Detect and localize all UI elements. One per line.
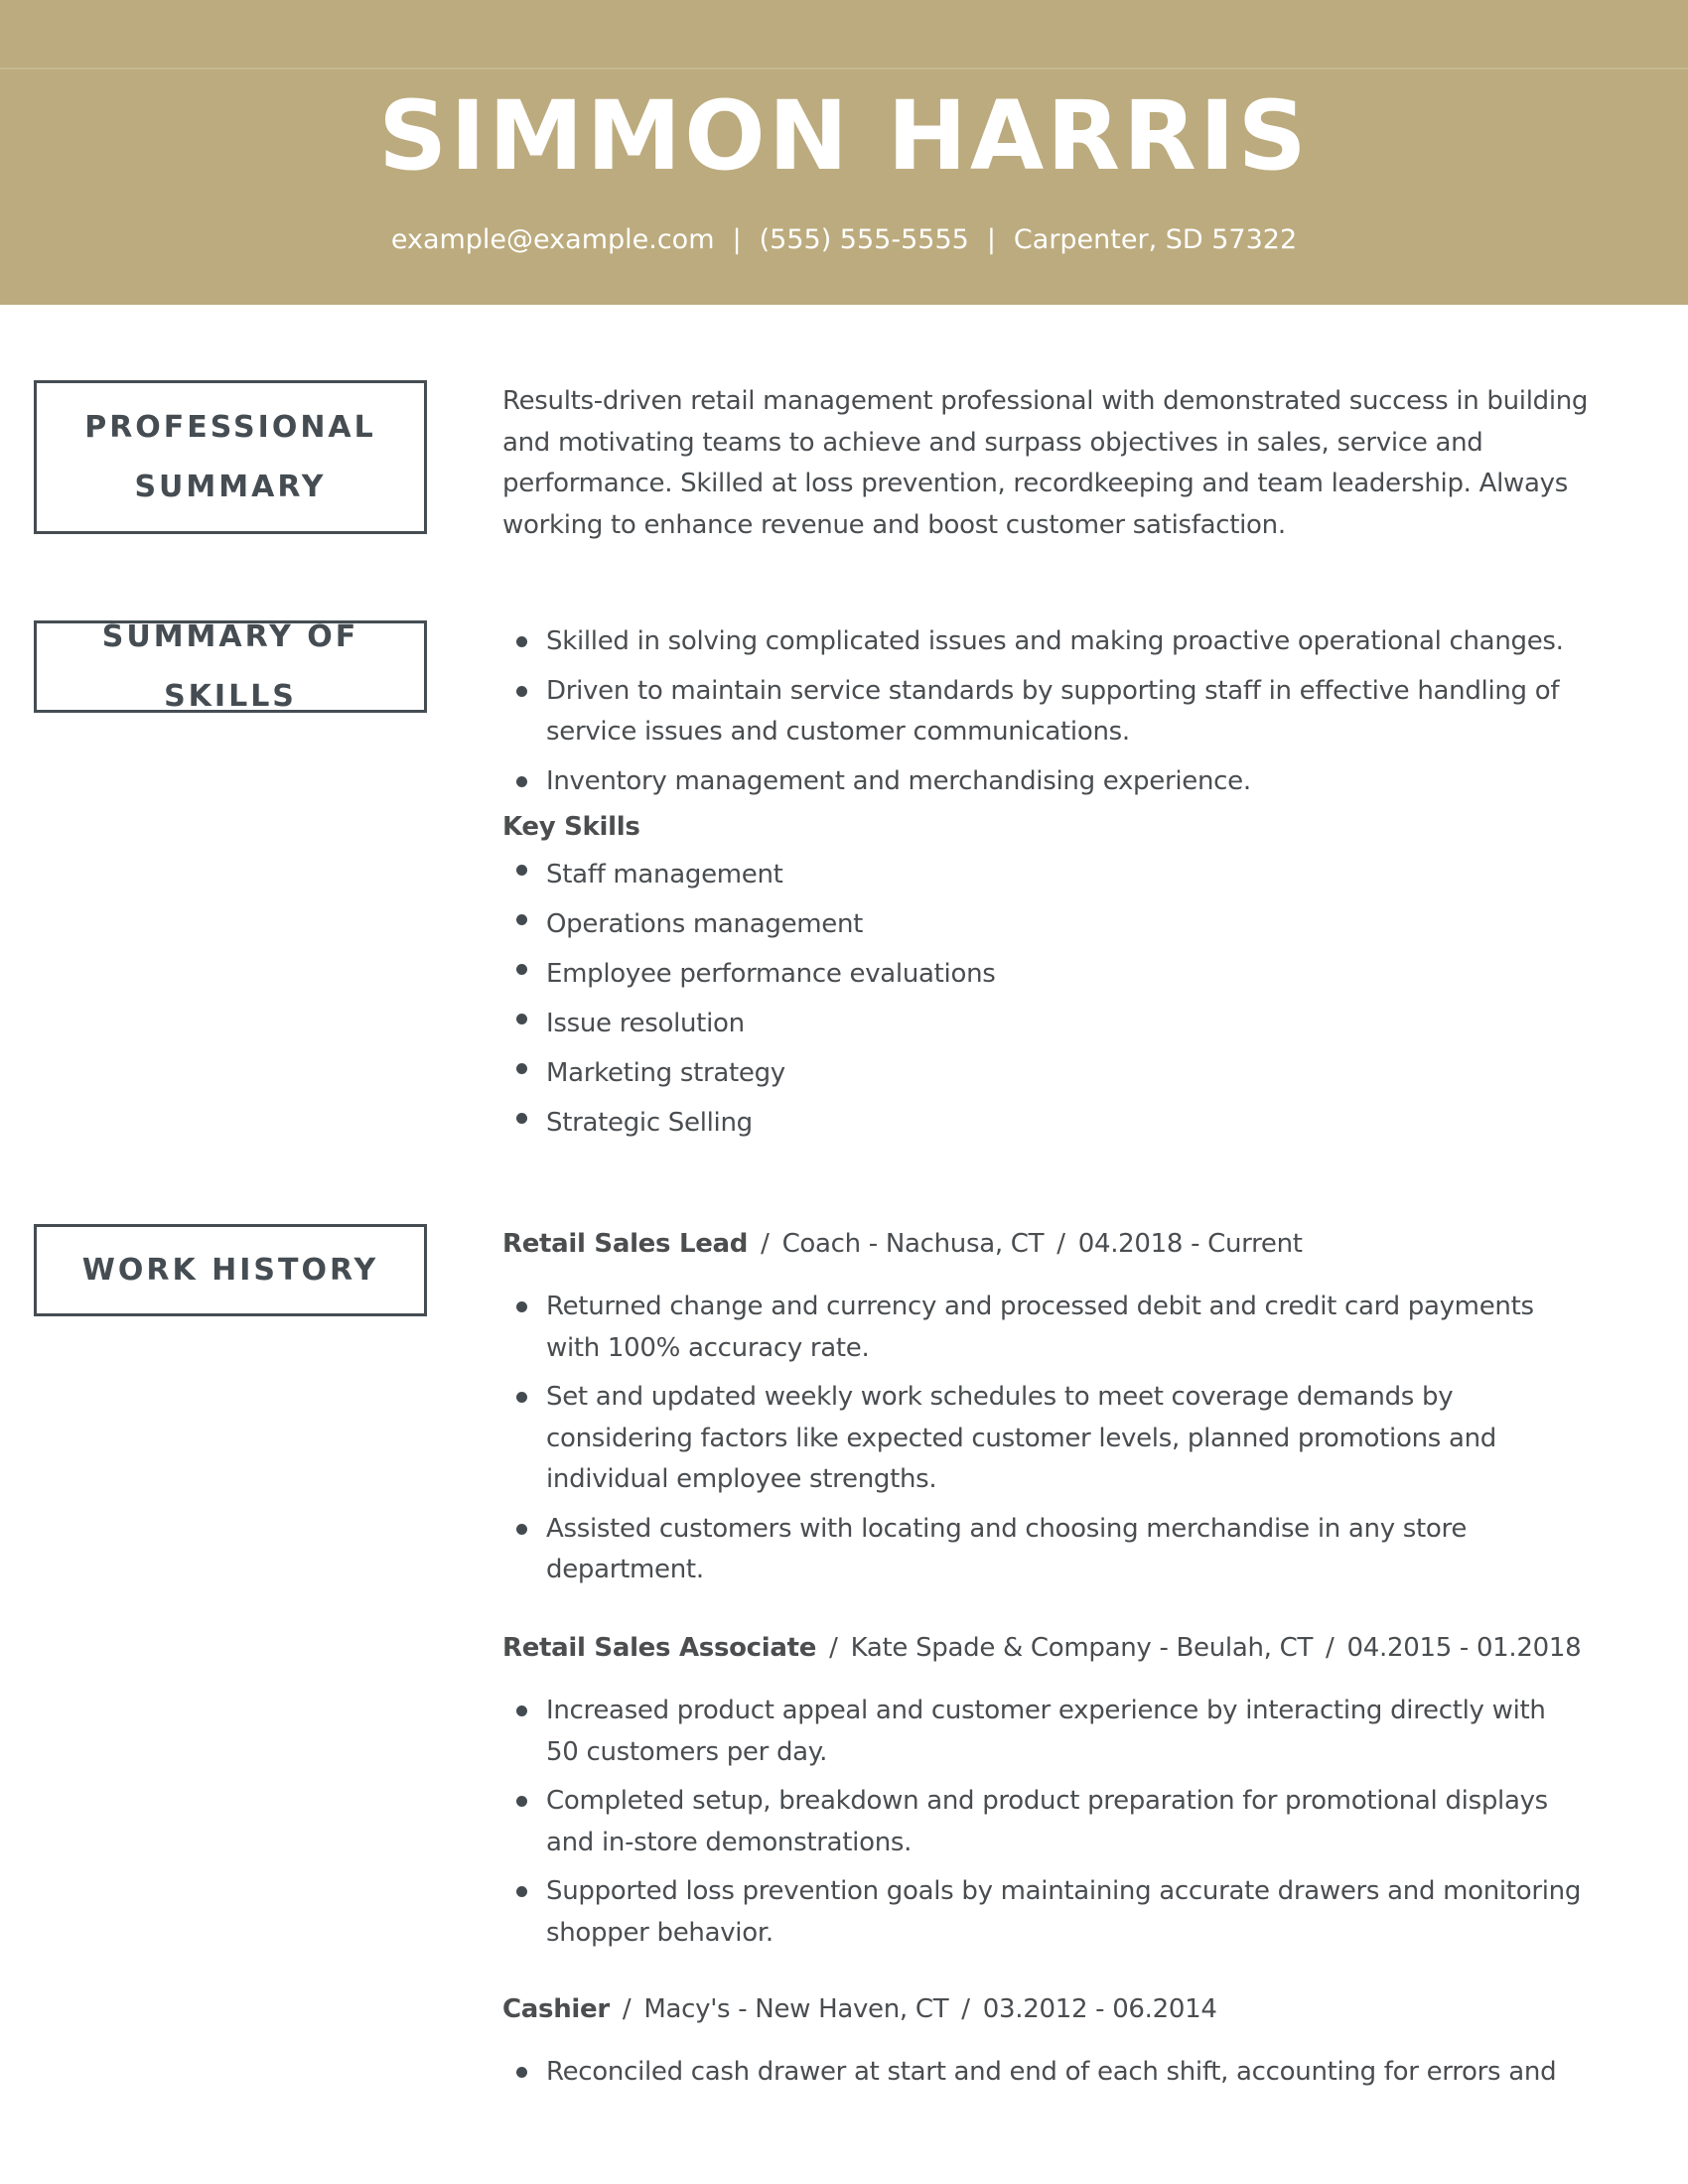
key-skill-text: Operations management [546, 908, 864, 939]
job-bullet [502, 1691, 1654, 1773]
bullet-line: shopper behavior. [546, 1917, 774, 1948]
job-dates: 03.2012 - 06.2014 [982, 1994, 1217, 2024]
contact-phone: (555) 555-5555 [759, 224, 969, 255]
bullet-line: with 100% accuracy rate. [546, 1332, 870, 1363]
skill-bullet [502, 671, 1654, 753]
resume-header [0, 0, 1688, 305]
section-heading-work-history [34, 1224, 427, 1316]
job-header [502, 1628, 1654, 1670]
bullet-line: department. [546, 1555, 704, 1584]
job-entry [502, 1989, 1654, 2031]
summary-line: performance. Skilled at loss prevention, recordkeeping and team leadership. Always [502, 469, 1568, 498]
bullet-dot-icon [516, 1796, 527, 1807]
bullet-line: Assisted customers with locating and choosing merchandise in any store [546, 1513, 1468, 1544]
bullet-line: Supported loss prevention goals by maintaining accurate drawers and monitoring [546, 1876, 1582, 1906]
skill-bullet [502, 621, 1654, 663]
bullet-line: service issues and customer communications. [546, 717, 1130, 747]
bullet-dot-icon [516, 686, 527, 697]
key-skills-block [502, 809, 1654, 1148]
skills-bullet-list [502, 621, 1654, 802]
bullet-dot-icon [516, 1392, 527, 1403]
bullet-line: Returned change and currency and processed debit and credit card payments [546, 1292, 1534, 1321]
bullet-dot-icon [516, 1063, 527, 1074]
key-skill-text: Strategic Selling [546, 1107, 753, 1138]
bullet-line: Driven to maintain service standards by supporting staff in effective handling of [546, 675, 1560, 706]
contact-email: example@example.com [390, 224, 715, 255]
job-bullet [502, 1509, 1654, 1591]
summary-line: Results-driven retail management professional with demonstrated success in building [502, 386, 1589, 416]
heading-line: PROFESSIONAL [84, 409, 376, 445]
heading-text: WORK HISTORY [81, 1252, 379, 1288]
key-skill-item [502, 999, 1654, 1048]
job-header [502, 1224, 1654, 1266]
separator: / [761, 1229, 770, 1259]
job-bullets [502, 1287, 1654, 1599]
job-company: Macy's - New Haven, CT [643, 1994, 949, 2024]
separator: / [961, 1994, 970, 2024]
bullet-dot-icon [516, 776, 527, 787]
separator: / [622, 1994, 632, 2024]
separator: / [1326, 1633, 1335, 1663]
key-skills-list [502, 850, 1654, 1148]
contact-separator: | [986, 224, 996, 255]
bullet-line: and in-store demonstrations. [546, 1827, 913, 1857]
job-dates: 04.2015 - 01.2018 [1346, 1633, 1582, 1663]
header-divider [0, 68, 1688, 69]
bullet-line: Reconciled cash drawer at start and end of each shift, accounting for errors and [546, 2057, 1557, 2087]
job-title: Retail Sales Lead [502, 1229, 749, 1259]
bullet-line: considering factors like expected customer levels, planned promotions and [546, 1423, 1496, 1453]
bullet-dot-icon [516, 1113, 527, 1124]
job-bullet [502, 1871, 1654, 1954]
job-entry [502, 1628, 1654, 1670]
bullet-line: Completed setup, breakdown and product preparation for promotional displays [546, 1786, 1548, 1816]
job-bullet-list [502, 2052, 1654, 2094]
professional-summary-text [502, 381, 1654, 546]
bullet-line: 50 customers per day. [546, 1736, 828, 1767]
bullet-line: Increased product appeal and customer experience by interacting directly with [546, 1696, 1546, 1725]
summary-line: working to enhance revenue and boost customer satisfaction. [502, 509, 1286, 540]
heading-text: SUMMARY OF SKILLS [101, 618, 359, 714]
bullet-line: individual employee strengths. [546, 1464, 937, 1494]
key-skill-item [502, 1048, 1654, 1098]
bullet-line: Set and updated weekly work schedules to meet coverage demands by [546, 1382, 1454, 1412]
job-dates: 04.2018 - Current [1077, 1229, 1303, 1259]
job-bullet [502, 1287, 1654, 1369]
candidate-name: SIMMON HARRIS [378, 80, 1310, 192]
job-header [502, 1989, 1654, 2031]
bullet-dot-icon [516, 1706, 527, 1716]
section-heading-professional-summary [34, 380, 427, 534]
key-skill-item [502, 949, 1654, 999]
separator: / [829, 1633, 838, 1663]
job-bullet [502, 1781, 1654, 1863]
bullet-dot-icon [516, 2067, 527, 2078]
job-company: Coach - Nachusa, CT [781, 1229, 1045, 1259]
job-bullets [502, 1691, 1654, 1962]
contact-location: Carpenter, SD 57322 [1013, 224, 1298, 255]
bullet-dot-icon [516, 914, 527, 925]
key-skills-title: Key Skills [502, 812, 640, 842]
key-skill-item [502, 899, 1654, 949]
key-skill-text: Issue resolution [546, 1008, 745, 1038]
job-title: Cashier [502, 1994, 610, 2024]
job-bullet-list [502, 1287, 1654, 1591]
bullet-dot-icon [516, 1014, 527, 1024]
bullet-line: Skilled in solving complicated issues and making proactive operational changes. [546, 626, 1564, 656]
job-bullet [502, 2052, 1654, 2094]
job-company: Kate Spade & Company - Beulah, CT [850, 1633, 1314, 1663]
job-bullets [502, 2052, 1654, 2102]
job-bullet-list [502, 1691, 1654, 1954]
bullet-dot-icon [516, 865, 527, 876]
key-skill-item [502, 850, 1654, 899]
job-title: Retail Sales Associate [502, 1633, 817, 1663]
separator: / [1056, 1229, 1065, 1259]
contact-line [0, 220, 1688, 260]
bullet-dot-icon [516, 1301, 527, 1312]
key-skill-text: Employee performance evaluations [546, 958, 996, 989]
bullet-line: Inventory management and merchandising experience. [546, 765, 1251, 796]
summary-line: and motivating teams to achieve and surpass objectives in sales, service and [502, 427, 1483, 458]
job-entry [502, 1224, 1654, 1266]
bullet-dot-icon [516, 636, 527, 647]
skill-bullet [502, 761, 1654, 803]
job-bullet [502, 1377, 1654, 1501]
key-skill-text: Staff management [546, 859, 783, 889]
skills-content [502, 621, 1654, 810]
section-heading-summary-of-skills [34, 620, 427, 713]
key-skill-item [502, 1098, 1654, 1148]
bullet-dot-icon [516, 1886, 527, 1897]
heading-line: SUMMARY [134, 469, 327, 504]
key-skill-text: Marketing strategy [546, 1057, 785, 1088]
contact-separator: | [732, 224, 742, 255]
bullet-dot-icon [516, 1524, 527, 1535]
bullet-dot-icon [516, 964, 527, 975]
